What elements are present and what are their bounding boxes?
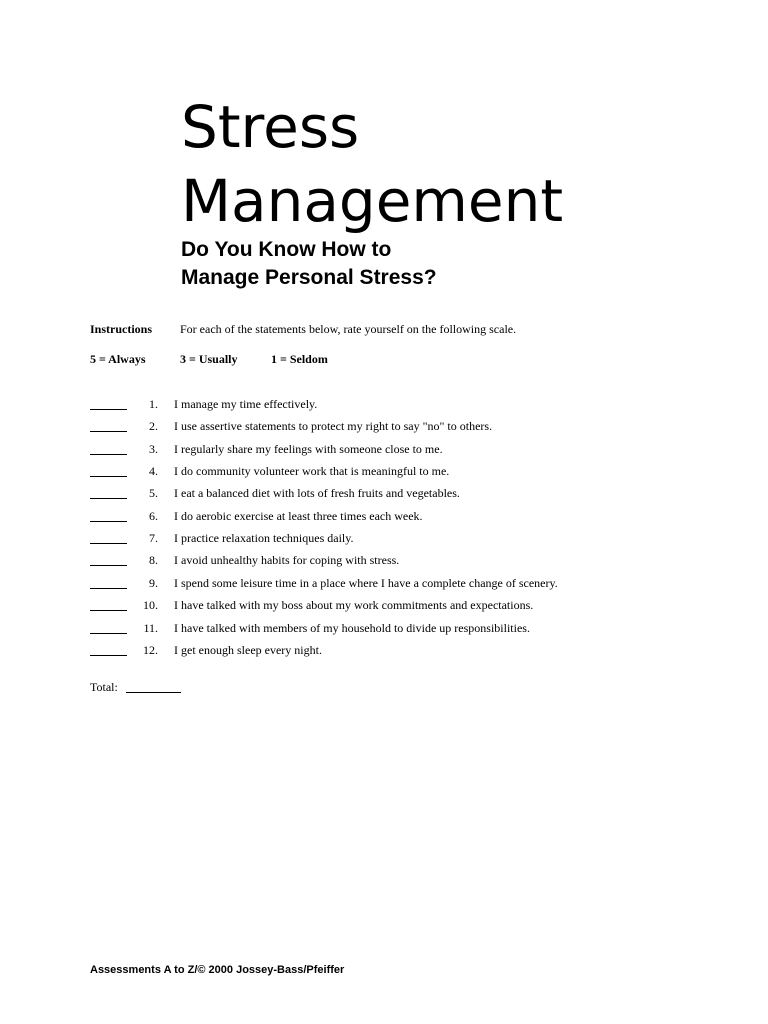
statement-number: 8. xyxy=(149,553,158,567)
rating-blank[interactable] xyxy=(90,454,127,455)
statement-row-5 xyxy=(0,485,768,501)
statement-text: I practice relaxation techniques daily. xyxy=(174,531,354,545)
rating-blank[interactable] xyxy=(90,655,127,656)
statement-text: I regularly share my feelings with someone close to me. xyxy=(174,442,443,456)
total-blank[interactable] xyxy=(126,692,181,693)
statement-row-1 xyxy=(0,396,768,412)
statement-number: 7. xyxy=(149,531,158,545)
rating-blank[interactable] xyxy=(90,633,127,634)
statement-number: 5. xyxy=(149,486,158,500)
rating-blank[interactable] xyxy=(90,498,127,499)
rating-blank[interactable] xyxy=(90,409,127,410)
statement-row-8 xyxy=(0,552,768,568)
statement-row-10 xyxy=(0,597,768,613)
statement-number: 11. xyxy=(143,621,158,635)
statement-text: I use assertive statements to protect my right to say "no" to others. xyxy=(174,419,493,433)
statement-row-9 xyxy=(0,575,768,591)
statement-text: I spend some leisure time in a place where I have a complete change of scenery. xyxy=(174,576,558,590)
statement-row-2 xyxy=(0,418,768,434)
statement-number: 4. xyxy=(149,464,158,478)
statement-text: I do community volunteer work that is meaningful to me. xyxy=(174,464,450,478)
instructions-label: Instructions xyxy=(90,322,153,336)
instructions-text: For each of the statements below, rate yourself on the following scale. xyxy=(180,322,517,336)
statement-number: 2. xyxy=(149,419,158,433)
rating-blank[interactable] xyxy=(90,521,127,522)
scale-always: 5 = Always xyxy=(90,352,146,366)
statement-row-12 xyxy=(0,642,768,658)
total-label: Total: xyxy=(90,680,118,694)
statement-text: I do aerobic exercise at least three times each week. xyxy=(174,509,423,523)
statement-row-11 xyxy=(0,620,768,636)
statement-text: I get enough sleep every night. xyxy=(174,643,322,657)
statement-text: I avoid unhealthy habits for coping with stress. xyxy=(174,553,400,567)
subtitle-line-2: Manage Personal Stress? xyxy=(181,266,437,289)
statement-text: I have talked with my boss about my work commitments and expectations. xyxy=(174,598,534,612)
page-title-line-2: Management xyxy=(181,167,564,235)
statement-text: I manage my time effectively. xyxy=(174,397,318,411)
rating-blank[interactable] xyxy=(90,588,127,589)
rating-blank[interactable] xyxy=(90,476,127,477)
statement-row-6 xyxy=(0,508,768,524)
statement-row-4 xyxy=(0,463,768,479)
statement-number: 12. xyxy=(143,643,158,657)
rating-blank[interactable] xyxy=(90,565,127,566)
statement-number: 6. xyxy=(149,509,158,523)
statement-text: I have talked with members of my household to divide up responsibilities. xyxy=(174,621,530,635)
statement-number: 1. xyxy=(149,397,158,411)
footer-copyright: Assessments A to Z/© 2000 Jossey-Bass/Pfeiffer xyxy=(90,964,345,976)
rating-blank[interactable] xyxy=(90,431,127,432)
statement-row-3 xyxy=(0,441,768,457)
statement-row-7 xyxy=(0,530,768,546)
rating-blank[interactable] xyxy=(90,543,127,544)
rating-blank[interactable] xyxy=(90,610,127,611)
statement-text: I eat a balanced diet with lots of fresh fruits and vegetables. xyxy=(174,486,460,500)
page-title-line-1: Stress xyxy=(181,93,360,161)
statement-number: 3. xyxy=(149,442,158,456)
scale-seldom: 1 = Seldom xyxy=(271,352,328,366)
subtitle-line-1: Do You Know How to xyxy=(181,238,392,261)
statement-number: 9. xyxy=(149,576,158,590)
statement-number: 10. xyxy=(143,598,158,612)
scale-usually: 3 = Usually xyxy=(180,352,238,366)
